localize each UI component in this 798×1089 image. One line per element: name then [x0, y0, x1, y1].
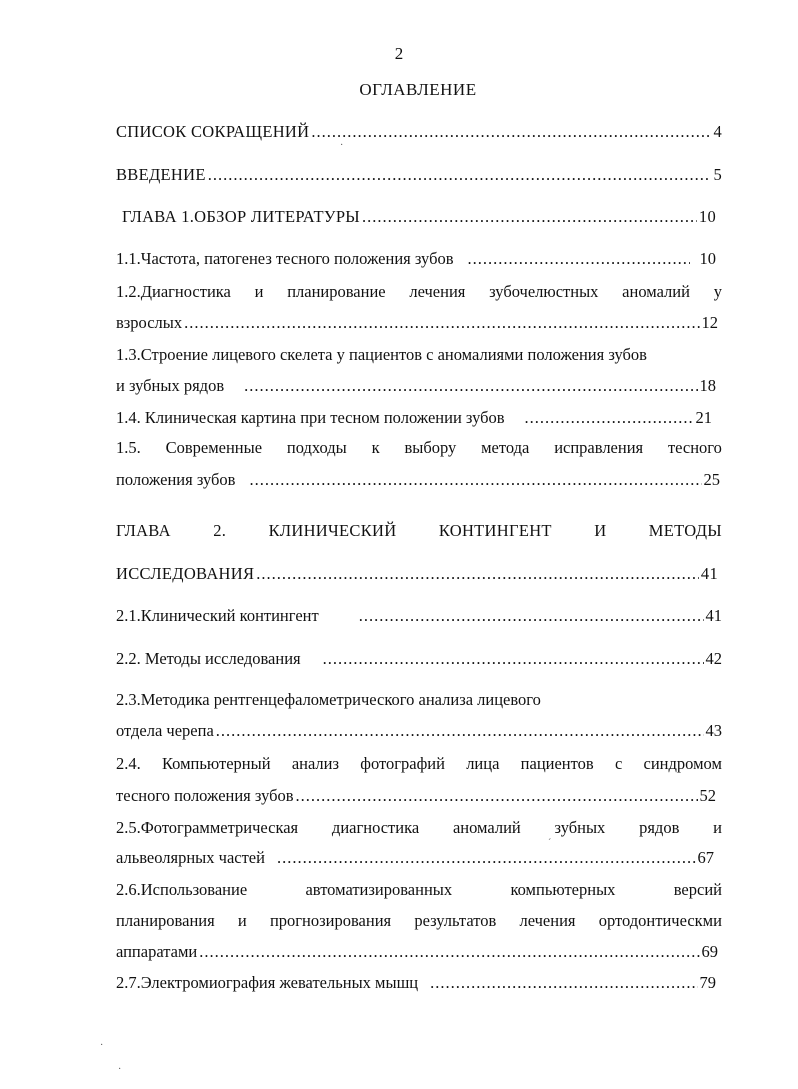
toc-entry-line1[interactable]: 2.6.Использование автоматизированных компьютерных версий [116, 880, 722, 899]
toc-entry[interactable] [116, 942, 718, 962]
toc-entry[interactable] [116, 848, 714, 868]
scan-speck: · [340, 140, 344, 151]
toc-entry-text: положения зубов [116, 470, 236, 489]
toc-leader [184, 313, 699, 333]
toc-leader [362, 207, 697, 227]
toc-title: ОГЛАВЛЕНИЕ [359, 80, 477, 99]
toc-leader [256, 564, 699, 584]
toc-leader [244, 376, 697, 396]
toc-page: 52 [699, 786, 716, 805]
toc-entry[interactable] [116, 249, 716, 269]
toc-page: 10 [698, 207, 716, 226]
toc-entry-line1[interactable]: 2.4. Компьютерный анализ фотографий лица пациентов с синдромом [116, 754, 722, 773]
toc-entry-text: ВВЕДЕНИЕ [116, 165, 206, 184]
toc-entry-line1[interactable]: 1.2.Диагностика и планирование лечения зубочелюстных аномалий у [116, 282, 722, 301]
toc-entry[interactable] [116, 376, 716, 396]
toc-leader [249, 470, 701, 490]
toc-entry-text: аппаратами [116, 942, 198, 961]
toc-page: 42 [705, 649, 722, 668]
toc-entry-text: 1.1.Частота, патогенез тесного положения зубов [116, 249, 454, 268]
toc-page: 4 [713, 122, 722, 141]
toc-leader [468, 249, 690, 269]
toc-page: 67 [697, 848, 714, 867]
toc-entry-line1[interactable]: ГЛАВА 2. КЛИНИЧЕСКИЙ КОНТИНГЕНТ И МЕТОДЫ [116, 521, 722, 540]
toc-entry-line1b[interactable]: планирования и прогнозирования результатов лечения ортодонтическми [116, 911, 722, 930]
toc-leader [311, 122, 711, 142]
toc-entry-text: 2.1.Клинический контингент [116, 606, 319, 625]
toc-page: 43 [705, 721, 722, 740]
toc-leader [525, 408, 694, 428]
toc-entry[interactable] [116, 721, 722, 741]
toc-page: 69 [701, 942, 718, 961]
page-number: 2 [394, 44, 404, 63]
toc-entry-text: ИССЛЕДОВАНИЯ [116, 564, 255, 583]
toc-entry[interactable] [116, 649, 722, 669]
toc-page: 41 [705, 606, 722, 625]
toc-page: 41 [700, 564, 718, 583]
toc-entry-line1[interactable]: 1.3.Строение лицевого скелета у пациентов с аномалиями положения зубов [116, 345, 647, 364]
toc-entry-line1[interactable]: 2.3.Методика рентгенцефалометрического анализа лицевого [116, 690, 541, 709]
toc-page: 10 [699, 249, 716, 268]
toc-entry-text: 2.7.Электромиография жевательных мышц [116, 973, 419, 992]
toc-entry[interactable] [116, 122, 722, 142]
toc-page: 18 [699, 376, 716, 395]
toc-leader [216, 721, 704, 741]
toc-page: 21 [695, 408, 712, 427]
scan-speck: · [100, 1040, 104, 1051]
toc-entry-text: альвеолярных частей [116, 848, 265, 867]
toc-entry[interactable] [116, 606, 722, 626]
toc-entry[interactable] [116, 313, 718, 333]
toc-entry[interactable] [116, 564, 718, 584]
toc-page: 79 [699, 973, 716, 992]
toc-entry-line1[interactable]: 1.5. Современные подходы к выбору метода исправления тесного [116, 438, 722, 457]
toc-entry[interactable] [116, 408, 712, 428]
scan-speck: ´ [548, 838, 552, 849]
toc-entry-text: 2.2. Методы исследования [116, 649, 301, 668]
toc-leader [323, 649, 704, 669]
toc-entry-text: СПИСОК СОКРАЩЕНИЙ [116, 122, 310, 141]
toc-entry[interactable] [116, 470, 720, 490]
toc-page: 25 [703, 470, 720, 489]
toc-entry-text: взрослых [116, 313, 183, 332]
toc-page: 12 [701, 313, 718, 332]
toc-leader [359, 606, 704, 626]
toc-entry-text: тесного положения зубов [116, 786, 294, 805]
toc-page: 5 [713, 165, 722, 184]
toc-entry[interactable] [116, 973, 716, 993]
toc-entry-text: ГЛАВА 1.ОБЗОР ЛИТЕРАТУРЫ [122, 207, 360, 226]
toc-entry-text: и зубных рядов [116, 376, 225, 395]
scan-speck: · [118, 1064, 122, 1075]
toc-entry-line1[interactable]: 2.5.Фотограмметрическая диагностика аномалий зубных рядов и [116, 818, 722, 837]
toc-entry-text: 1.4. Клиническая картина при тесном положении зубов [116, 408, 505, 427]
toc-entry[interactable] [116, 786, 716, 806]
toc-entry[interactable] [122, 207, 716, 227]
toc-entry-text: отдела черепа [116, 721, 214, 740]
toc-entry[interactable] [116, 165, 722, 185]
toc-leader [296, 786, 698, 806]
toc-leader [208, 165, 712, 185]
toc-leader [430, 973, 697, 993]
toc-leader [199, 942, 699, 962]
toc-leader [277, 848, 696, 868]
